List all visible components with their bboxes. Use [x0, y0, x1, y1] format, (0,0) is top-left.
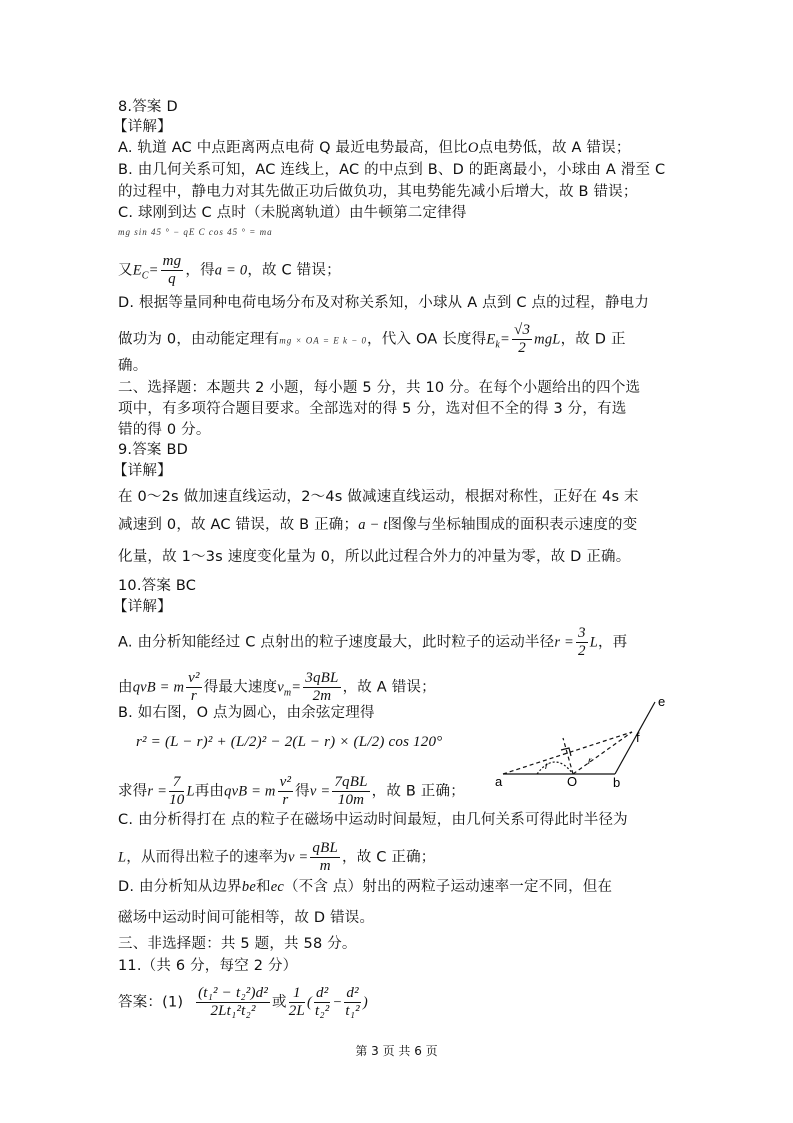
q11-answer: 答案：(1) $\frac{\text{(t₁² − t₂²)d²}}{\text{2Lt₁²t₂²}}$ 或 $\frac{1}{2L}$ ( $\frac{\text{d²}}{\text{t₂²}}$ − $\frac{\text{d²}}{\text{t₁²}}$ ): [118, 985, 368, 1019]
label-a: a: [495, 774, 503, 789]
q10-option-b-line1: B. 如右图，O 点为圆心，由余弦定理得: [118, 705, 375, 721]
q10-option-b-line3: 求得r = $\frac{7}{10}$ L再由qvB = m $\frac{\text{v²}}{r}$ 得v = $\frac{\text{7qBL}}{10m}$ ，故 B 正确；: [118, 774, 465, 808]
q8-detail-label: 【详解】: [113, 119, 172, 135]
arc-radius: [537, 762, 573, 774]
section2-instructions-line3: 错的得 0 分。: [118, 422, 211, 438]
page-footer: 第 3 页 共 6 页: [355, 1044, 438, 1058]
q10-detail-label: 【详解】: [113, 599, 172, 615]
section2-instructions-line2: 项中，有多项符合题目要求。全部选对的得 5 分，选对但不全的得 3 分，有选: [118, 401, 627, 417]
label-f: f: [636, 730, 640, 745]
q8-answer-heading: 8.答案 D: [118, 99, 178, 115]
q8-option-d-line2: 做功为 0，由动能定理有mg × OA = E k − 0，代入 OA 长度得$E_k=$ $\frac{√3}{2}$ mgL，故 D 正: [118, 322, 626, 356]
q10-option-a-line1: A. 由分析知能经过 C 点射出的粒子速度最大，此时粒子的运动半径r = $\frac{3}{2}$ L，再: [118, 625, 628, 659]
geometry-figure: [495, 690, 685, 790]
label-e: e: [658, 694, 666, 709]
q8-option-a: A. 轨道 AC 中点距离两点电荷 Q 最近电势最高，但比O点电势低，故 A 错误；: [118, 140, 631, 156]
label-o: O: [567, 774, 578, 789]
segment-be: [615, 702, 655, 774]
q8-option-b-line2: 的过程中，静电力对其先做正功后做负功，其电势能先减小后增大，故 B 错误；: [118, 184, 638, 200]
q8-option-d-line3: 确。: [118, 358, 148, 374]
q9-detail-label: 【详解】: [113, 463, 172, 479]
section3-heading: 三、非选择题：共 5 题，共 58 分。: [118, 936, 357, 952]
q9-answer-heading: 9.答案 BD: [118, 442, 188, 458]
q10-option-c-line1: C. 由分析得打在 点的粒子在磁场中运动时间最短，由几何关系可得此时半径为: [118, 812, 628, 828]
label-r-left: r: [545, 761, 549, 772]
q11-heading: 11.（共 6 分，每空 2 分）: [118, 958, 298, 974]
q10-option-a-line2: 由qvB = m $\frac{\text{v²}}{r}$ 得最大速度$v_m=$ $\frac{\text{3qBL}}{2m}$ ，故 A 错误；: [118, 670, 436, 704]
q10-cosine-equation: r² = (L − r)² + (L/2)² − 2(L − r) × (L/2) cos 120°: [136, 734, 443, 750]
q8-option-d-line1: D. 根据等量同种电荷电场分布及对称关系知，小球从 A 点到 C 点的过程，静电力: [118, 295, 650, 311]
q10-answer-heading: 10.答案 BC: [118, 578, 197, 594]
q9-explanation-line3: 化量，故 1～3s 速度变化量为 0，所以此过程合外力的冲量为零，故 D 正确。: [118, 549, 631, 565]
dashed-o-f: [573, 732, 632, 774]
right-angle-mark: [561, 748, 571, 756]
q9-explanation-line2: 减速到 0，故 AC 错误，故 B 正确；a − t图像与坐标轴围成的面积表示速度的变: [118, 517, 638, 533]
q9-explanation-line1: 在 0～2s 做加速直线运动，2～4s 做减速直线运动，根据对称性，正好在 4s 末: [118, 489, 639, 505]
label-r-right: r: [588, 756, 592, 767]
q10-option-c-line2: L，从而得出粒子的速率为v = $\frac{\text{qBL}}{m}$ ，故 C 正确；: [118, 840, 436, 874]
q10-option-d-line2: 磁场中运动时间可能相等，故 D 错误。: [118, 910, 375, 926]
q8-option-b-line1: B. 由几何关系可知，AC 连线上，AC 的中点到 B、D 的距离最小，小球由 A 滑至 C: [118, 162, 666, 178]
q8-option-c-line1: C. 球刚到达 C 点时（未脱离轨道）由牛顿第二定律得: [118, 205, 467, 221]
section2-instructions-line1: 二、选择题：本题共 2 小题，每小题 5 分，共 10 分。在每个小题给出的四个选: [118, 380, 641, 396]
label-b: b: [613, 775, 621, 790]
q10-option-d-line1: D. 由分析知从边界be和ec（不含 点）射出的两粒子运动速率一定不同，但在: [118, 879, 613, 895]
q8-option-c-line2: 又$E_C=$ $\frac{mg}{q}$ ，得a = 0，故 C 错误；: [118, 253, 341, 287]
q8-equation-newton: mg sin 45 ° − qE C cos 45 ° = ma: [118, 227, 273, 237]
